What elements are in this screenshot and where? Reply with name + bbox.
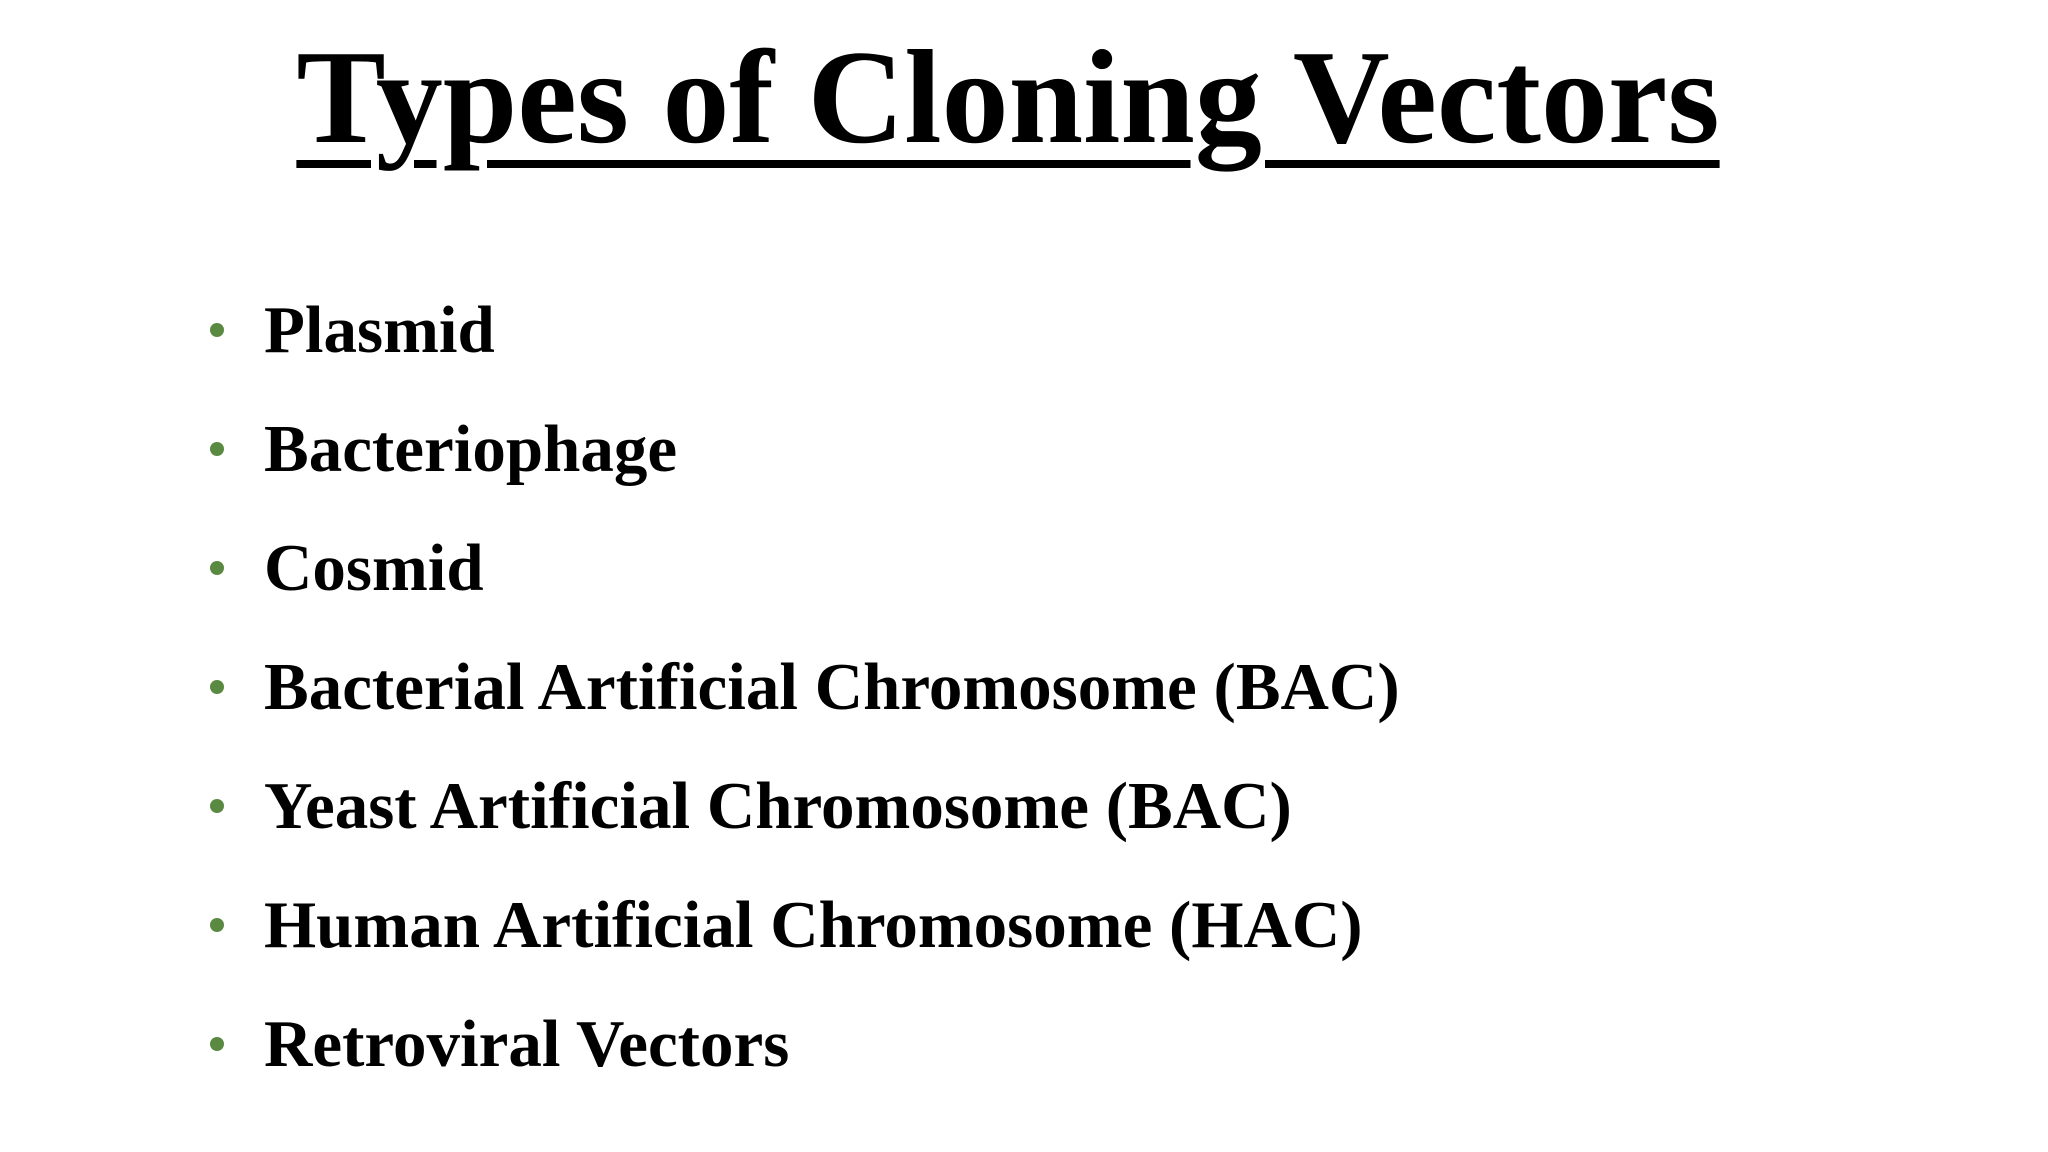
- bullet-icon: [210, 918, 224, 932]
- list-item-label: Cosmid: [264, 530, 484, 605]
- bullet-icon: [210, 799, 224, 813]
- list-item-label: Bacterial Artificial Chromosome (BAC): [264, 649, 1400, 724]
- list-item-label: Bacteriophage: [264, 411, 678, 486]
- bullet-icon: [210, 1037, 224, 1051]
- bullet-icon: [210, 323, 224, 337]
- list-item-label: Human Artificial Chromosome (HAC): [264, 887, 1363, 962]
- list-item-label: Retroviral Vectors: [264, 1006, 790, 1081]
- slide-title: [0, 22, 2016, 172]
- list-item-label: Yeast Artificial Chromosome (BAC): [264, 768, 1292, 843]
- bullet-icon: [210, 680, 224, 694]
- bullet-icon: [210, 561, 224, 575]
- slide-title-text: Types of Cloning Vectors: [296, 23, 1720, 171]
- bullet-icon: [210, 442, 224, 456]
- list-item-label: Plasmid: [264, 292, 495, 367]
